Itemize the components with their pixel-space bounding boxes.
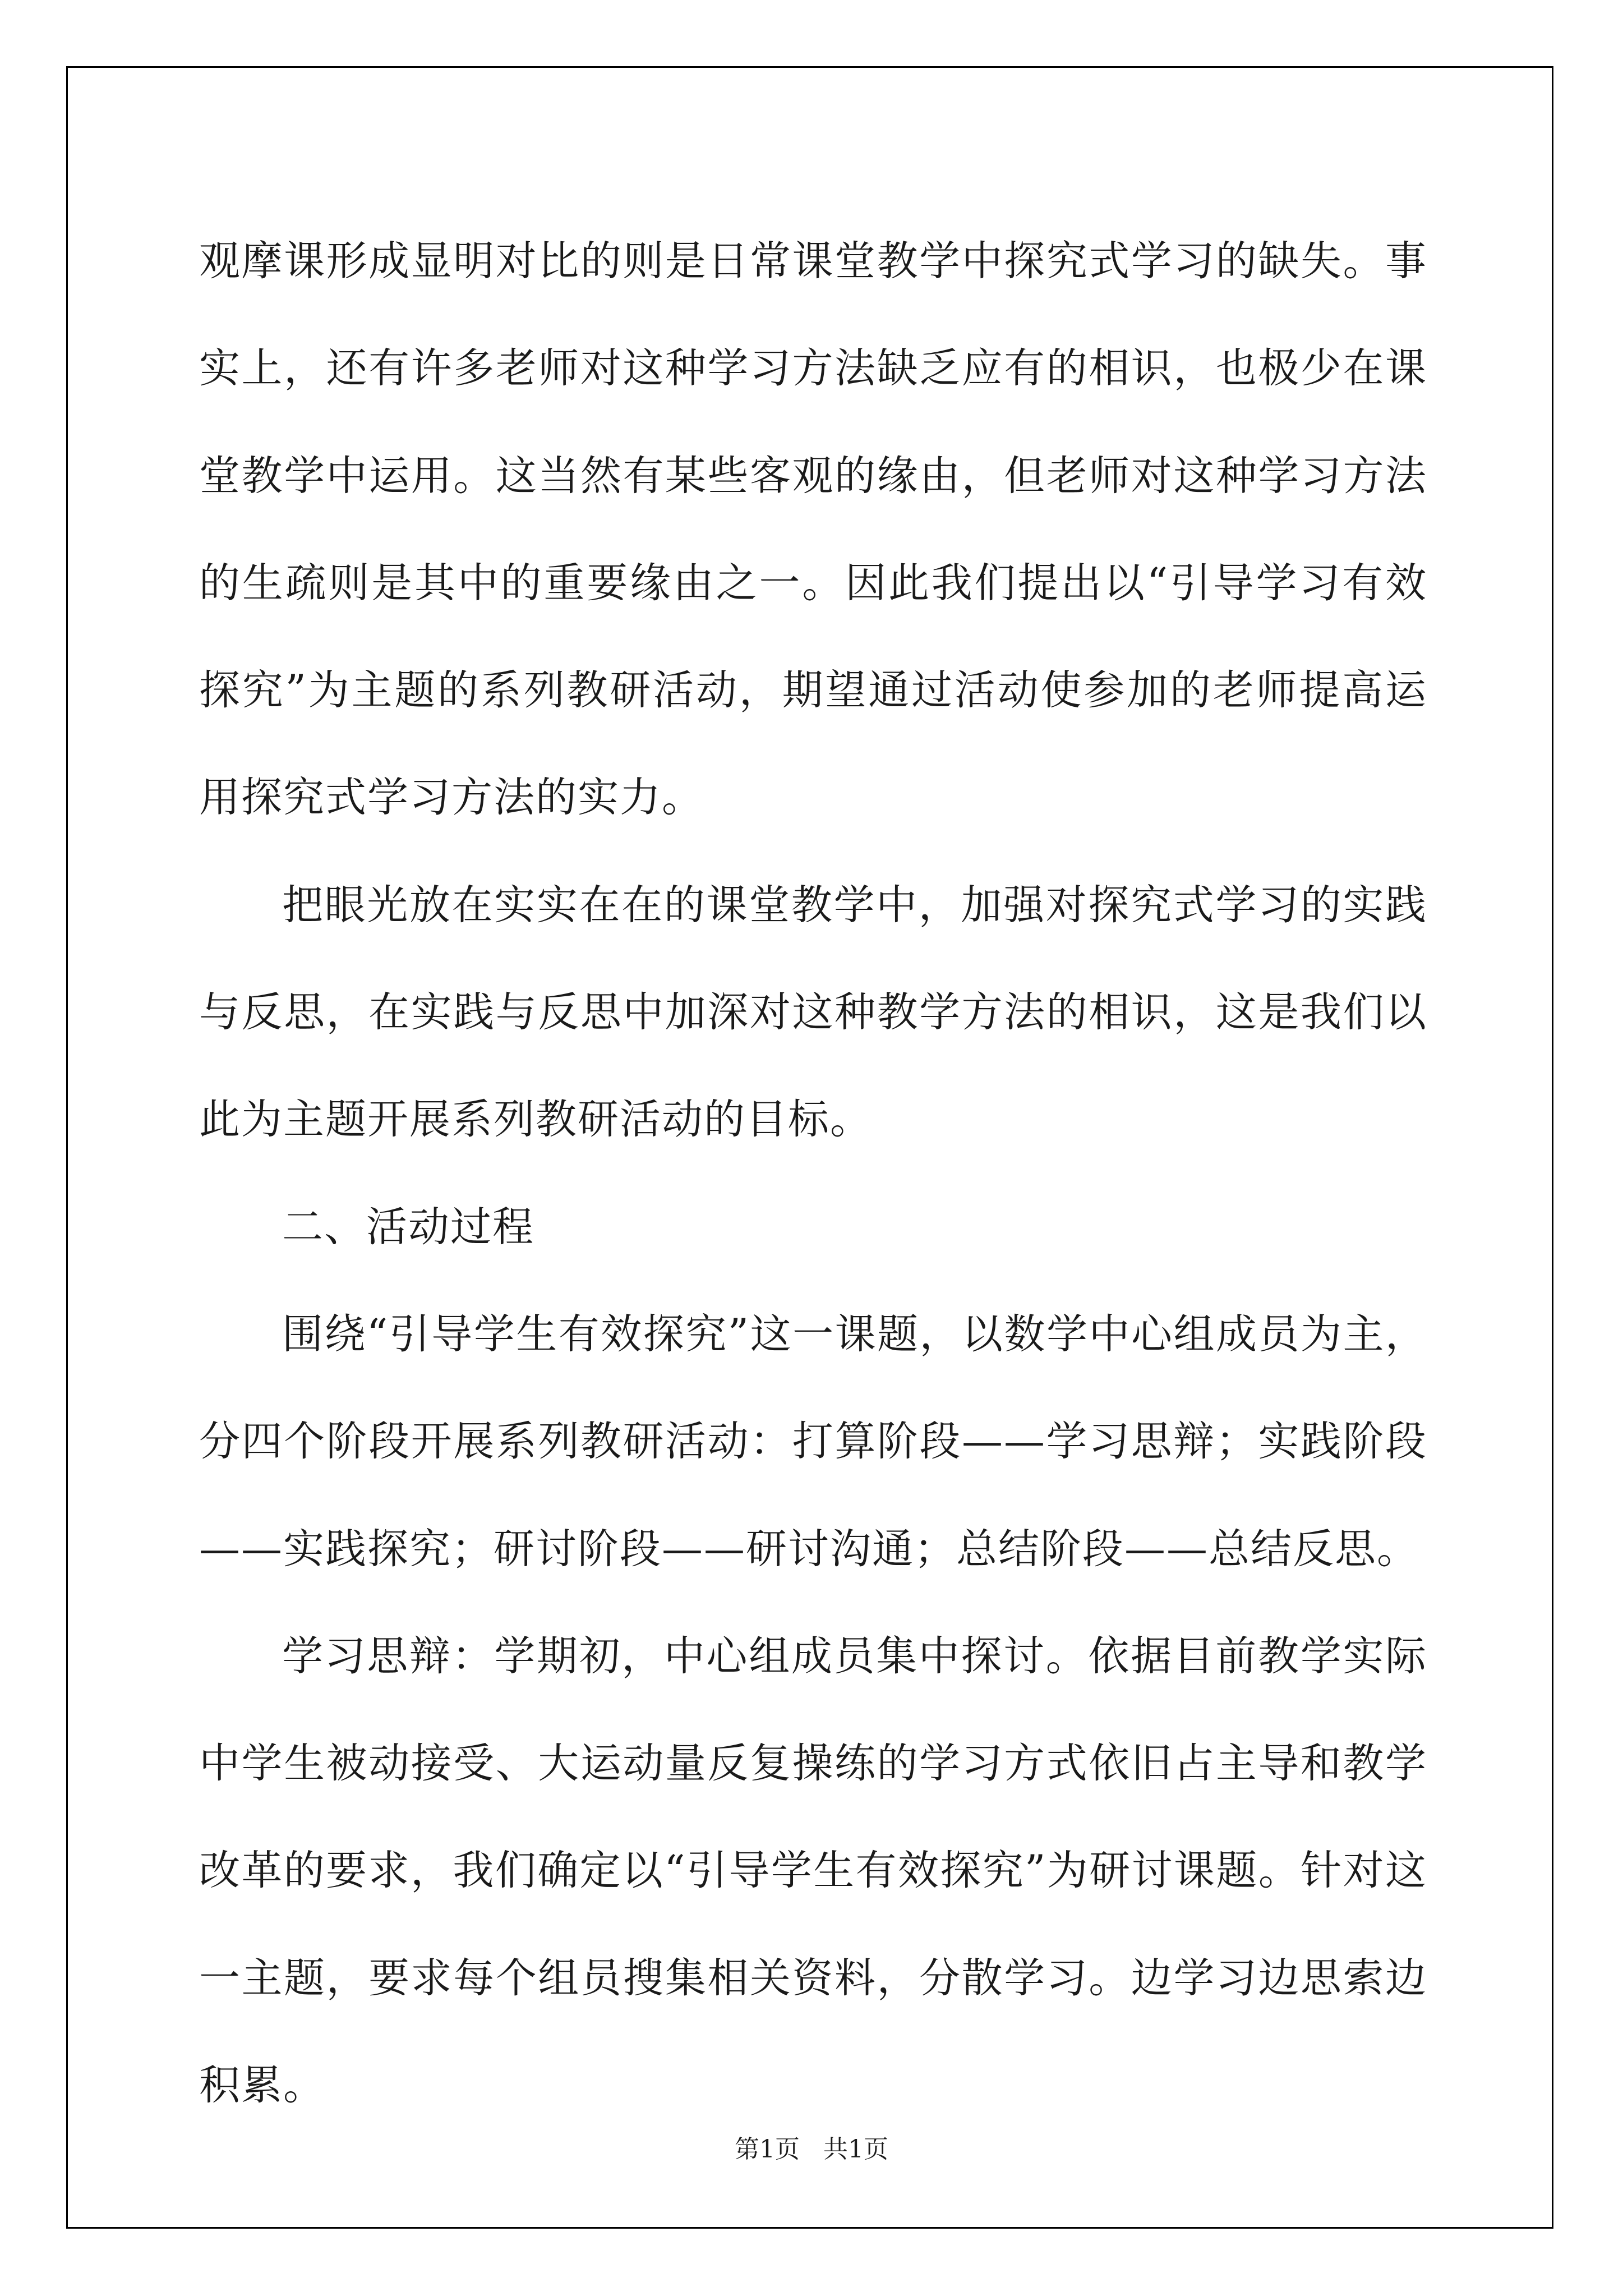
paragraph-intro-continuation: 观摩课形成显明对比的则是日常课堂教学中探究式学习的缺失。事实上，还有许多老师对这种学习方法缺乏应有的相识，也极少在课堂教学中运用。这当然有某些客观的缘由，但老师对这种学习方法的生疏则是其中的重要缘由之一。因此我们提出以“引导学习有效探究”为主题的系列教研活动，期望通过活动使参加的老师提高运用探究式学习方法的实力。 bbox=[199, 237, 1427, 822]
paragraph-goal: 把眼光放在实实在在的课堂教学中，加强对探究式学习的实践与反思，在实践与反思中加深对这种教学方法的相识，这是我们以此为主题开展系列教研活动的目标。 bbox=[199, 881, 1427, 1144]
section-heading-activity-process: 二、活动过程 bbox=[282, 1203, 534, 1251]
page-number: 第1页 bbox=[735, 2135, 800, 2164]
paragraph-four-stages: 围绕“引导学生有效探究”这一课题，以数学中心组成员为主，分四个阶段开展系列教研活动：打算阶段——学习思辩；实践阶段——实践探究；研讨阶段——研讨沟通；总结阶段——总结反思。 bbox=[199, 1310, 1427, 1573]
page-footer bbox=[0, 2133, 1623, 2166]
page-total: 共1页 bbox=[823, 2135, 888, 2164]
document-body bbox=[199, 208, 1427, 2139]
paragraph-study-discussion: 学习思辩：学期初，中心组成员集中探讨。依据目前教学实际中学生被动接受、大运动量反复操练的学习方式依旧占主导和教学改革的要求，我们确定以“引导学生有效探究”为研讨课题。针对这一主题，要求每个组员搜集相关资料，分散学习。边学习边思索边积累。 bbox=[199, 1632, 1427, 2110]
